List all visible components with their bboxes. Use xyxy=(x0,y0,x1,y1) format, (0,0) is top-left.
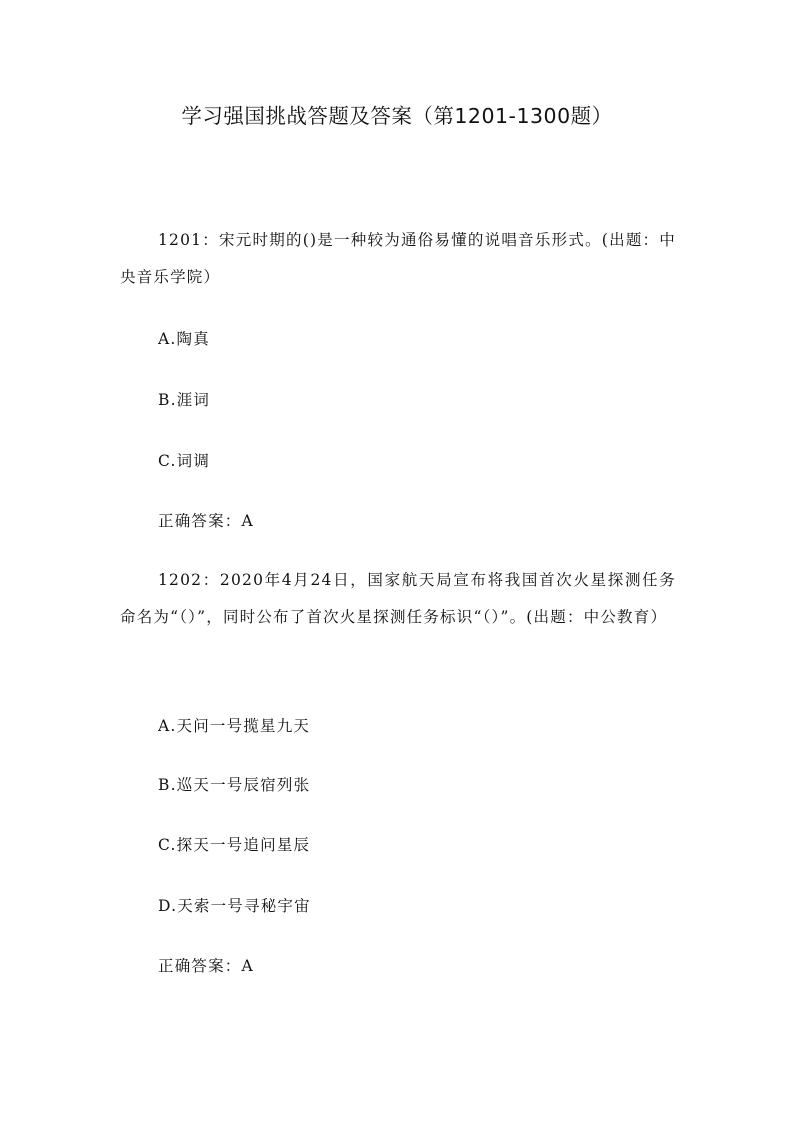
answer-option: A.天问一号揽星九天 xyxy=(158,717,311,735)
question-text: 1201：宋元时期的()是一种较为通俗易懂的说唱音乐形式。(出题：中央音乐学院） xyxy=(120,231,676,286)
question-text: 1202：2020年4月24日，国家航天局宣布将我国首次火星探测任务命名为“（）”，同时公布了首次火星探测任务标识“（）”。(出题：中公教育） xyxy=(120,571,676,626)
correct-answer: 正确答案：A xyxy=(158,512,254,530)
document-title: 学习强国挑战答题及答案（第1201-1300题） xyxy=(181,104,613,128)
answer-option: B.涯词 xyxy=(158,391,211,409)
answer-option: B.巡天一号辰宿列张 xyxy=(158,776,311,794)
answer-option: A.陶真 xyxy=(158,330,210,348)
correct-answer: 正确答案：A xyxy=(158,957,254,975)
answer-option: C.词调 xyxy=(158,452,211,470)
answer-option: D.天索一号寻秘宇宙 xyxy=(158,897,311,915)
answer-option: C.探天一号追问星辰 xyxy=(158,836,311,854)
